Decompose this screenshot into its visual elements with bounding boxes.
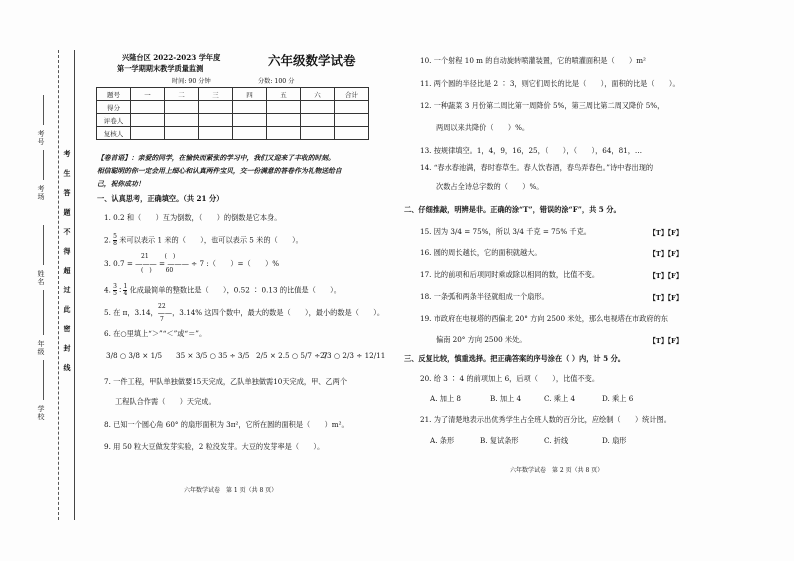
question-20: 20. 给 3 ∶ 4 的前项加上 6，后项（ ），比值不变。 <box>420 374 600 383</box>
score-header: 六 <box>301 88 335 101</box>
q4-text: 化成最简单的整数比是（ ），0.52 ∶ 0.13 的比值是（ ）。 <box>129 285 341 295</box>
tf-question-16: 16. 圆的周长越长，它的面积就越大。 <box>420 248 542 257</box>
intro-line-3: 己，祝你成功！ <box>97 180 145 188</box>
question-11: 11. 两个圆的半径比是 2 ∶ 3，则它们周长的比是（ ），面积的比是（ ）。 <box>420 79 680 88</box>
seal-line-text: 考 生 答 题 不 得 超 过 此 密 封 线 <box>63 150 72 376</box>
table-row <box>97 101 369 114</box>
question-2 <box>104 234 303 247</box>
question-7: 7. 一件工程，甲队单独做要15天完成，乙队单独做需10天完成，甲、乙两个 <box>104 377 348 386</box>
score-cell[interactable] <box>301 114 335 127</box>
score-cell[interactable] <box>301 101 335 114</box>
score-cell[interactable] <box>165 114 199 127</box>
q2-number: 2. <box>104 235 111 245</box>
score-cell[interactable] <box>199 114 233 127</box>
q3-frac-bottom <box>141 266 173 275</box>
section-3-title: 三、反复比较，慎重选择。把正确答案的序号涂在（ ）内，计 5 分。 <box>404 354 625 363</box>
score-cell[interactable] <box>165 101 199 114</box>
q3-numerator-b: ( ) <box>164 253 176 260</box>
score-cell[interactable] <box>335 127 369 140</box>
score-cell[interactable] <box>233 127 267 140</box>
margin-blank <box>43 95 44 125</box>
margin-label-name: 姓名 <box>37 270 45 286</box>
question-1: 1. 0.2 和（ ）互为倒数，（ ）的倒数是它本身。 <box>104 213 282 222</box>
school-line-2: 第一学期期末教学质量监测 <box>117 64 204 73</box>
score-cell[interactable] <box>335 114 369 127</box>
margin-label-kaochang: 考场 <box>37 185 45 201</box>
score-header: 一 <box>131 88 165 101</box>
school-line-1: 兴隆台区 2022-2023 学年度 <box>122 53 221 62</box>
row-label: 得分 <box>97 101 131 114</box>
tf-question-19: 19. 市政府在电视塔的西偏北 20° 方向 2500 米处，那么电视塔在市政府的东 <box>420 314 668 323</box>
tf-answer-16[interactable]: 【T】【F】 <box>649 250 683 258</box>
option-21-b[interactable]: B. 复试条形 <box>480 436 519 445</box>
score-header: 三 <box>199 88 233 101</box>
score-cell[interactable] <box>267 101 301 114</box>
tf-answer-18[interactable]: 【T】【F】 <box>649 294 683 302</box>
margin-blank <box>43 225 44 265</box>
intro-line-1: 【卷首语】：亲爱的同学，在愉快而紧张的学习中，我们又迎来了丰收的时刻。 <box>97 154 335 162</box>
question-3: 3. 0.7 = ——— = ——— ÷ 7 :（ ）=（ ）% <box>104 259 280 268</box>
q3-denominator-a: ( ) <box>141 267 152 274</box>
table-row <box>97 114 369 127</box>
q2-text: 米可以表示 1 米的（ ），也可以表示 5 米的（ ）。 <box>119 235 303 245</box>
q5-frac-den: 7 <box>160 316 164 323</box>
numerator: 3 <box>113 283 117 290</box>
margin-label-grade: 年级 <box>37 340 45 356</box>
fraction <box>113 234 117 247</box>
option-21-d[interactable]: D. 扇形 <box>602 436 627 445</box>
row-label: 复核人 <box>97 127 131 140</box>
fraction <box>113 284 117 297</box>
numerator: 5 <box>113 233 117 240</box>
tf-answer-15[interactable]: 【T】【F】 <box>649 229 683 237</box>
denominator: 8 <box>113 240 117 247</box>
exam-score: 分数: 100 分 <box>258 78 295 85</box>
denominator: 4 <box>123 290 128 297</box>
table-row <box>97 127 369 140</box>
score-cell[interactable] <box>165 127 199 140</box>
score-cell[interactable] <box>267 127 301 140</box>
row-label: 评卷人 <box>97 114 131 127</box>
question-14: 14. “春水春池满，春时春草生。春人饮春酒，春鸟弄春色。”诗中春出现的 <box>420 163 654 172</box>
question-21: 21. 为了清楚地表示出优秀学生占全班人数的百分比，应绘制（ ）统计图。 <box>420 415 671 424</box>
question-12-cont: 两周以来共降价（ ）%。 <box>436 123 530 132</box>
compare-item: 2/3 ○ 2/3 ÷ 12/11 <box>320 351 386 360</box>
tf-answer-17[interactable]: 【T】【F】 <box>649 272 683 280</box>
score-table <box>96 87 369 140</box>
score-cell[interactable] <box>131 114 165 127</box>
margin-label-kaohao: 考号 <box>37 130 45 146</box>
score-header: 题号 <box>97 88 131 101</box>
score-header: 四 <box>233 88 267 101</box>
score-cell[interactable] <box>233 114 267 127</box>
score-cell[interactable] <box>301 127 335 140</box>
tf-answer-19[interactable]: 【T】【F】 <box>649 337 683 345</box>
score-cell[interactable] <box>199 101 233 114</box>
tf-question-18: 18. 一条弧和两条半径就组成一个扇形。 <box>420 292 549 301</box>
section-1-title: 一、认真思考，正确填空。（共 21 分） <box>97 194 224 203</box>
score-cell[interactable] <box>233 101 267 114</box>
q3-denominator-b: 60 <box>165 267 174 274</box>
binding-line-2 <box>74 50 75 520</box>
option-21-a[interactable]: A. 条形 <box>430 436 455 445</box>
footer-page-1: 六年数学试卷 第 1 页（共 8 页） <box>184 487 278 494</box>
option-20-d[interactable]: D. 乘上 6 <box>602 394 634 403</box>
q3-numerator-a: 21 <box>141 253 149 260</box>
compare-item: 3/8 ○ 3/8 × 1/5 <box>106 351 163 360</box>
margin-blank <box>43 360 44 400</box>
question-7-cont: 工程队合作需（ ）天完成。 <box>115 397 216 406</box>
score-cell[interactable] <box>267 114 301 127</box>
option-21-c[interactable]: C. 折线 <box>544 436 569 445</box>
margin-blank <box>43 290 44 335</box>
compare-item: 35 × 3/5 ○ 35 ÷ 3/5 <box>176 351 250 360</box>
score-header: 五 <box>267 88 301 101</box>
tf-question-17: 17. 比的前项和后项同时乘或除以相同的数，比值不变。 <box>420 270 600 279</box>
question-5: 5. 在 π，3.14，——，3.14% 这四个数中，最大的数是（ ），最小的数是（ ）。 <box>104 308 385 317</box>
question-14-cont: 次数占全诗总字数的（ ）%。 <box>436 182 544 191</box>
binding-line <box>58 50 59 520</box>
score-cell[interactable] <box>199 127 233 140</box>
tf-question-19-cont: 偏南 20° 方向 2500 米处。 <box>436 335 527 344</box>
section-2-title: 二、仔细推敲，明辨是非。正确的涂“T”，错误的涂“F”，共 5 分。 <box>404 205 621 214</box>
numerator: 1 <box>123 283 128 290</box>
exam-time: 时间: 90 分钟 <box>172 78 211 85</box>
q3-frac-top <box>141 252 175 261</box>
question-6: 6. 在○里填上“＞”“＜”或“＝”。 <box>104 329 207 338</box>
score-cell[interactable] <box>131 101 165 114</box>
score-header: 二 <box>165 88 199 101</box>
question-12: 12. 一种蔬菜 3 月份第二周比第一周降价 5%，第三周比第二周又降价 5%， <box>420 101 665 110</box>
question-9: 9. 用 50 粒大豆做发芽实验，2 粒没发芽。大豆的发芽率是（ ）。 <box>104 442 325 451</box>
tf-question-15: 15. 因为 3/4 = 75%，所以 3/4 千克 = 75% 千克。 <box>420 227 591 236</box>
q4-number: 4. <box>104 285 111 295</box>
option-20-b[interactable]: B. 加上 4 <box>490 394 522 403</box>
score-header: 合计 <box>335 88 369 101</box>
footer-page-2: 六年数学试卷 第 2 页（共 8 页） <box>510 467 604 474</box>
q5-frac-num: 22 <box>158 303 166 310</box>
question-10: 10. 一个射程 10 m 的自动旋转喷灌装置，它的喷灌面积是（ ）m² <box>420 56 646 65</box>
denominator: 5 <box>113 290 117 297</box>
margin-label-school: 学校 <box>37 405 45 421</box>
intro-line-2: 相信聪明的你一定会用上细心和认真两件宝贝，交一份满意的答卷作为礼物送给自 <box>97 167 342 175</box>
compare-item: 2/5 × 2.5 ○ 5/7 ÷ 7 <box>256 351 328 360</box>
score-cell[interactable] <box>131 127 165 140</box>
margin-blank <box>43 150 44 180</box>
question-4: 4. $\frac{3}{5}$ ∶ $\frac{1}{4}$ 化成最简单的整数比是（ ），0.52 ∶ 0.13 的比值是（ ）。 <box>104 283 341 297</box>
option-20-a[interactable]: A. 加上 8 <box>430 394 461 403</box>
score-cell[interactable] <box>335 101 369 114</box>
question-13: 13. 按规律填空。1，4，9，16，25，（ ），（ ），64，81，… <box>420 146 643 155</box>
question-8: 8. 已知一个圆心角 60° 的扇形面积为 3π²，它所在圆的面积是（ ）m²。 <box>104 420 349 429</box>
option-20-c[interactable]: C. 乘上 4 <box>544 394 576 403</box>
fraction <box>123 284 127 297</box>
page-title: 六年级数学试卷 <box>268 53 356 68</box>
